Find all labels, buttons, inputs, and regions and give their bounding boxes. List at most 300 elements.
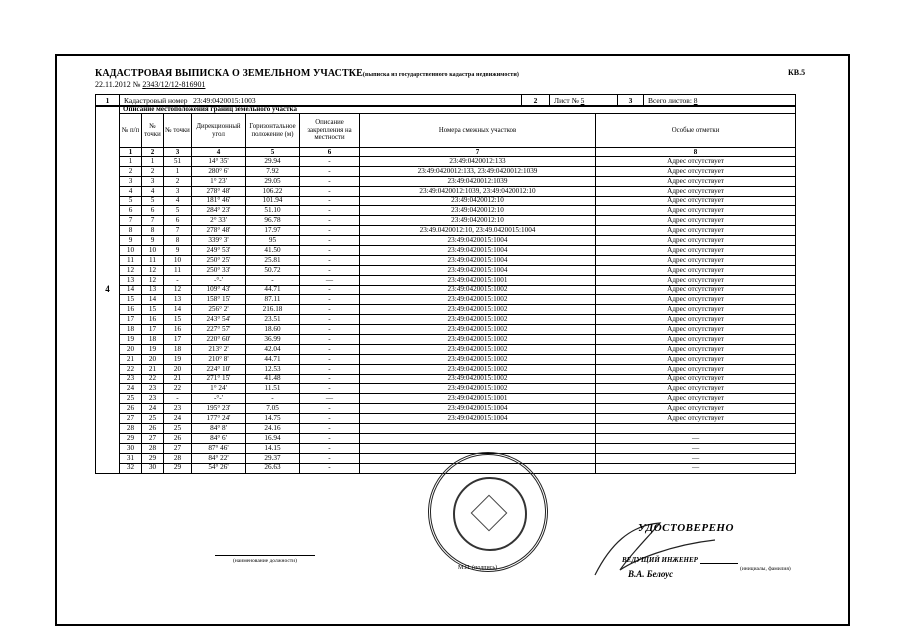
table-cell: 23.51 [246,315,300,325]
column-number: 5 [246,148,300,157]
table-cell: 15 [120,295,142,305]
table-cell: Адрес отсутствует [596,196,796,206]
table-cell: 24.16 [246,424,300,434]
table-cell: 28 [142,443,164,453]
table-cell: -°-' [192,394,246,404]
table-cell: 177° 24' [192,414,246,424]
table-cell: Адрес отсутствует [596,255,796,265]
table-cell: 3 [164,186,192,196]
table-cell: 42.04 [246,344,300,354]
table-cell: 10 [164,255,192,265]
table-cell: 216.18 [246,305,300,315]
extract-date: 22.11.2012 [95,80,131,89]
table-cell: 11.51 [246,384,300,394]
table-cell: 26 [120,404,142,414]
table-cell: Адрес отсутствует [596,265,796,275]
table-cell: 6 [120,206,142,216]
table-cell: 2° 33' [192,216,246,226]
table-cell: Адрес отсутствует [596,206,796,216]
column-number: 8 [596,148,796,157]
table-cell: 6 [164,216,192,226]
table-cell: 23:49:0420015:1002 [360,364,596,374]
table-row [96,196,796,206]
table-cell: 181° 46' [192,196,246,206]
table-cell: 4 [164,196,192,206]
table-cell: - [300,453,360,463]
table-row [96,384,796,394]
table-cell: 14 [142,295,164,305]
table-cell: 243° 54' [192,315,246,325]
table-cell: 84° 22' [192,453,246,463]
column-header: Дирекционный угол [192,114,246,148]
table-cell: - [300,166,360,176]
table-cell: 250° 25' [192,255,246,265]
table-cell: 5 [120,196,142,206]
table-cell: 18 [164,344,192,354]
table-cell: 23:49:0420015:1002 [360,384,596,394]
table-row [96,176,796,186]
table-cell: 23:49:0420015:1002 [360,325,596,335]
table-cell: — [300,394,360,404]
table-cell: 2 [164,176,192,186]
table-cell: 23:49:0420015:1002 [360,285,596,295]
table-cell: 14 [120,285,142,295]
table-cell: 29 [142,453,164,463]
table-cell: 29 [120,433,142,443]
table-cell: 220° 60' [192,335,246,345]
number-prefix: № [132,80,141,89]
certified-stamp: УДОСТОВЕРЕНО [638,522,734,534]
table-cell: Адрес отсутствует [596,404,796,414]
table-cell: 25.81 [246,255,300,265]
table-cell: - [300,463,360,473]
table-cell: 24 [142,404,164,414]
table-cell: - [300,206,360,216]
table-cell: — [300,275,360,285]
column-number: 7 [360,148,596,157]
table-row [96,335,796,345]
boundary-table [95,105,796,474]
table-cell: 16 [142,315,164,325]
table-cell: 22 [142,374,164,384]
position-caption: (наименование должности) [215,555,315,564]
table-cell: 21 [164,374,192,384]
table-cell: 15 [142,305,164,315]
table-cell: 23 [142,394,164,404]
table-cell: 5 [164,206,192,216]
table-cell: 41.48 [246,374,300,384]
table-row [96,206,796,216]
table-cell: - [164,275,192,285]
table-row [96,295,796,305]
table-cell: 26.63 [246,463,300,473]
section-number: 4 [96,106,120,474]
table-cell: Адрес отсутствует [596,305,796,315]
table-cell: 12 [120,265,142,275]
table-cell: 23:49:0420012:133 [360,157,596,167]
table-cell: 18.60 [246,325,300,335]
table-cell: 23:49:0420012:1039, 23:49:0420012:10 [360,186,596,196]
table-cell: 22 [164,384,192,394]
table-cell: Адрес отсутствует [596,285,796,295]
table-cell: 1° 23' [192,176,246,186]
table-cell: 23:49:0420015:1004 [360,236,596,246]
column-header: Описание закрепления на местности [300,114,360,148]
table-cell: 16 [164,325,192,335]
table-cell: Адрес отсутствует [596,335,796,345]
table-cell: - [300,344,360,354]
table-row [96,226,796,236]
table-cell: - [300,364,360,374]
table-cell: 11 [142,255,164,265]
table-cell: 10 [142,246,164,256]
table-cell: 23:49:0420015:1002 [360,295,596,305]
table-cell: 23:49.0420012:10, 23:49.0420015:1004 [360,226,596,236]
table-cell: 95 [246,236,300,246]
table-cell: 87.11 [246,295,300,305]
table-cell: - [300,443,360,453]
official-seal [428,452,548,572]
table-cell: 23:49:0420015:1002 [360,335,596,345]
table-cell: Адрес отсутствует [596,344,796,354]
table-cell: 23 [142,384,164,394]
table-cell [360,433,596,443]
table-cell: 5 [142,196,164,206]
table-cell: 96.78 [246,216,300,226]
table-row [96,255,796,265]
table-cell: 51.10 [246,206,300,216]
column-header: Горизонтальное положение (м) [246,114,300,148]
table-cell: 29.94 [246,157,300,167]
table-cell: 339° 3' [192,236,246,246]
table-row [96,285,796,295]
table-cell: Адрес отсутствует [596,157,796,167]
table-cell: 23:49:0420012:133, 23:49:0420012:1039 [360,166,596,176]
table-cell: 17 [142,325,164,335]
table-cell: 7.92 [246,166,300,176]
table-cell: 17 [164,335,192,345]
table-cell: Адрес отсутствует [596,394,796,404]
table-row [96,364,796,374]
info-row-number: 1 [96,95,120,107]
table-cell: 1 [164,166,192,176]
column-header: № точки [142,114,164,148]
table-cell: 19 [142,344,164,354]
table-cell: Адрес отсутствует [596,236,796,246]
table-cell: - [300,335,360,345]
table-cell: 41.50 [246,246,300,256]
table-cell: 18 [142,335,164,345]
table-row [96,186,796,196]
table-cell: 23:49:0420015:1002 [360,344,596,354]
table-cell: 29 [164,463,192,473]
table-cell: Адрес отсутствует [596,176,796,186]
engineer-title: ВЕДУЩИЙ ИНЖЕНЕР [622,556,698,564]
table-cell: 23:49:0420012:10 [360,196,596,206]
table-cell: Адрес отсутствует [596,246,796,256]
table-cell: 23:49:0420015:1001 [360,394,596,404]
table-cell: Адрес отсутствует [596,216,796,226]
table-cell: 1 [120,157,142,167]
table-cell: 224° 10' [192,364,246,374]
table-cell: 23:49:0420012:10 [360,206,596,216]
table-cell: 8 [142,226,164,236]
table-cell: 14 [164,305,192,315]
table-cell: 12 [142,275,164,285]
table-cell: - [300,255,360,265]
table-cell: 12 [164,285,192,295]
table-cell: 25 [164,424,192,434]
table-cell: 51 [164,157,192,167]
table-cell: 23:49:0420015:1001 [360,275,596,285]
table-cell: 17.97 [246,226,300,236]
table-cell: 28 [120,424,142,434]
table-cell: 2 [120,166,142,176]
table-cell: — [596,463,796,473]
table-cell: 30 [120,443,142,453]
document-title: КАДАСТРОВАЯ ВЫПИСКА О ЗЕМЕЛЬНОМ УЧАСТКЕ(выписка из государственного кадастра недвижимости) [95,68,519,79]
table-cell: 23:49:0420015:1004 [360,414,596,424]
table-cell: - [246,275,300,285]
table-cell: 278° 48' [192,226,246,236]
table-row [96,354,796,364]
table-cell: 14.15 [246,443,300,453]
table-cell: 24 [120,384,142,394]
table-cell: 13 [120,275,142,285]
table-row [96,433,796,443]
table-row [96,236,796,246]
table-cell: 213° 2' [192,344,246,354]
table-cell: Адрес отсутствует [596,166,796,176]
column-number: 1 [120,148,142,157]
table-cell: Адрес отсутствует [596,226,796,236]
table-row [96,424,796,434]
table-cell: 8 [164,236,192,246]
table-cell: 32 [120,463,142,473]
table-cell: 84° 8' [192,424,246,434]
table-cell: 109° 43' [192,285,246,295]
table-row [96,394,796,404]
table-cell: 14.75 [246,414,300,424]
table-cell: 87° 46' [192,443,246,453]
table-cell: - [164,394,192,404]
column-header: Номера смежных участков [360,114,596,148]
table-cell: 210° 8' [192,354,246,364]
table-cell: 101.94 [246,196,300,206]
table-cell: 44.71 [246,285,300,295]
table-cell: Адрес отсутствует [596,295,796,305]
column-header-row [96,114,796,148]
table-cell: — [596,433,796,443]
table-cell: 29.05 [246,176,300,186]
table-cell: 54° 26' [192,463,246,473]
table-cell: - [300,196,360,206]
table-cell: 26 [164,433,192,443]
column-number: 6 [300,148,360,157]
table-cell: - [300,236,360,246]
table-cell: 280° 6' [192,166,246,176]
table-cell: 27 [142,433,164,443]
table-row [96,265,796,275]
table-cell: 249° 53' [192,246,246,256]
table-cell: - [300,325,360,335]
table-cell: - [300,354,360,364]
table-cell: 13 [142,285,164,295]
table-cell: 271° 15' [192,374,246,384]
table-cell: 20 [164,364,192,374]
table-row [96,404,796,414]
table-cell: 84° 6' [192,433,246,443]
table-cell: — [596,443,796,453]
table-cell: - [300,305,360,315]
table-cell: - [300,186,360,196]
table-cell: 23 [120,374,142,384]
table-cell: 278° 48' [192,186,246,196]
table-cell: Адрес отсутствует [596,364,796,374]
table-cell: 4 [142,186,164,196]
table-cell: - [300,374,360,384]
table-cell: 6 [142,206,164,216]
table-cell: 23:49:0420015:1002 [360,305,596,315]
table-cell: 24 [164,414,192,424]
table-cell: 27 [120,414,142,424]
table-cell: -°-' [192,275,246,285]
table-row [96,374,796,384]
table-cell: Адрес отсутствует [596,384,796,394]
column-number: 4 [192,148,246,157]
table-cell: - [300,424,360,434]
table-row [96,315,796,325]
table-cell: 4 [120,186,142,196]
table-cell: 17 [120,315,142,325]
table-row [96,414,796,424]
table-cell: 12 [142,265,164,275]
table-row [96,157,796,167]
table-cell: - [300,216,360,226]
table-cell: 9 [142,236,164,246]
table-cell: Адрес отсутствует [596,414,796,424]
table-cell: 8 [120,226,142,236]
form-code: КВ.5 [788,68,806,77]
table-cell: 31 [120,453,142,463]
table-cell: Адрес отсутствует [596,186,796,196]
section-title-row [96,106,796,114]
table-cell: 10 [120,246,142,256]
column-number: 3 [164,148,192,157]
extract-number: 2343/12/12-816901 [142,80,206,89]
table-cell: - [300,404,360,414]
table-cell: 11 [164,265,192,275]
info-cell-3: 3 [618,95,644,107]
table-cell: 15 [164,315,192,325]
table-cell: 7 [142,216,164,226]
table-cell: 227° 57' [192,325,246,335]
table-cell: 23 [164,404,192,414]
table-cell: Адрес отсутствует [596,315,796,325]
table-cell: - [300,176,360,186]
table-cell: 21 [120,354,142,364]
table-cell: 158° 15' [192,295,246,305]
table-cell: 23:49:0420012:1039 [360,176,596,186]
table-cell: 50.72 [246,265,300,275]
engineer-name: В.А. Белоус [628,569,674,579]
table-cell: 23:49:0420015:1004 [360,404,596,414]
table-cell: Адрес отсутствует [596,325,796,335]
table-cell: 9 [164,246,192,256]
column-header: № точки [164,114,192,148]
table-cell: 1 [142,157,164,167]
table-cell: 18 [120,325,142,335]
table-cell: 29.37 [246,453,300,463]
table-cell: 19 [120,335,142,345]
table-cell: 13 [164,295,192,305]
table-cell: 9 [120,236,142,246]
table-cell: 23:49:0420015:1002 [360,354,596,364]
table-cell [360,424,596,434]
table-cell: 25 [142,414,164,424]
table-row [96,275,796,285]
column-number: 2 [142,148,164,157]
table-cell: - [300,295,360,305]
info-cell-2: 2 [522,95,550,107]
name-caption: (инициалы, фамилия) [740,566,791,572]
signature-line [700,563,738,564]
table-cell: 7.05 [246,404,300,414]
table-row [96,325,796,335]
table-cell: 20 [120,344,142,354]
table-cell: 23:49:0420015:1004 [360,246,596,256]
table-cell: 250° 33' [192,265,246,275]
table-cell: Адрес отсутствует [596,275,796,285]
table-cell: - [300,157,360,167]
table-cell: 16.94 [246,433,300,443]
total-sheets-cell: Всего листов: 8 [644,95,796,107]
table-cell: 1° 24' [192,384,246,394]
table-cell: 11 [120,255,142,265]
table-cell: Адрес отсутствует [596,374,796,384]
cadastral-number-cell: Кадастровый номер 23:49:0420015:1003 [120,95,522,107]
table-cell: 3 [142,176,164,186]
table-cell: — [596,453,796,463]
table-cell: 195° 23' [192,404,246,414]
table-cell: - [300,265,360,275]
table-row [96,305,796,315]
table-cell: 106.22 [246,186,300,196]
table-cell: - [300,285,360,295]
table-cell: 36.99 [246,335,300,345]
table-cell: 284° 23' [192,206,246,216]
table-cell: 20 [142,354,164,364]
table-row [96,453,796,463]
column-number-row [96,148,796,157]
table-cell: 23:49:0420015:1002 [360,315,596,325]
table-cell: 14° 35' [192,157,246,167]
sheet-number-cell: Лист № 5 [550,95,618,107]
table-cell: 3 [120,176,142,186]
table-cell: 16 [120,305,142,315]
table-cell: - [246,394,300,404]
table-cell: - [300,433,360,443]
date-number-line [95,80,205,89]
stamp-label: М.П. (подпись) [458,565,498,571]
table-cell: 26 [142,424,164,434]
column-header: Особые отметки [596,114,796,148]
table-cell: 256° 2' [192,305,246,315]
table-cell: 23:49:0420015:1004 [360,265,596,275]
table-cell: 21 [142,364,164,374]
table-cell: 30 [142,463,164,473]
table-cell: - [300,384,360,394]
